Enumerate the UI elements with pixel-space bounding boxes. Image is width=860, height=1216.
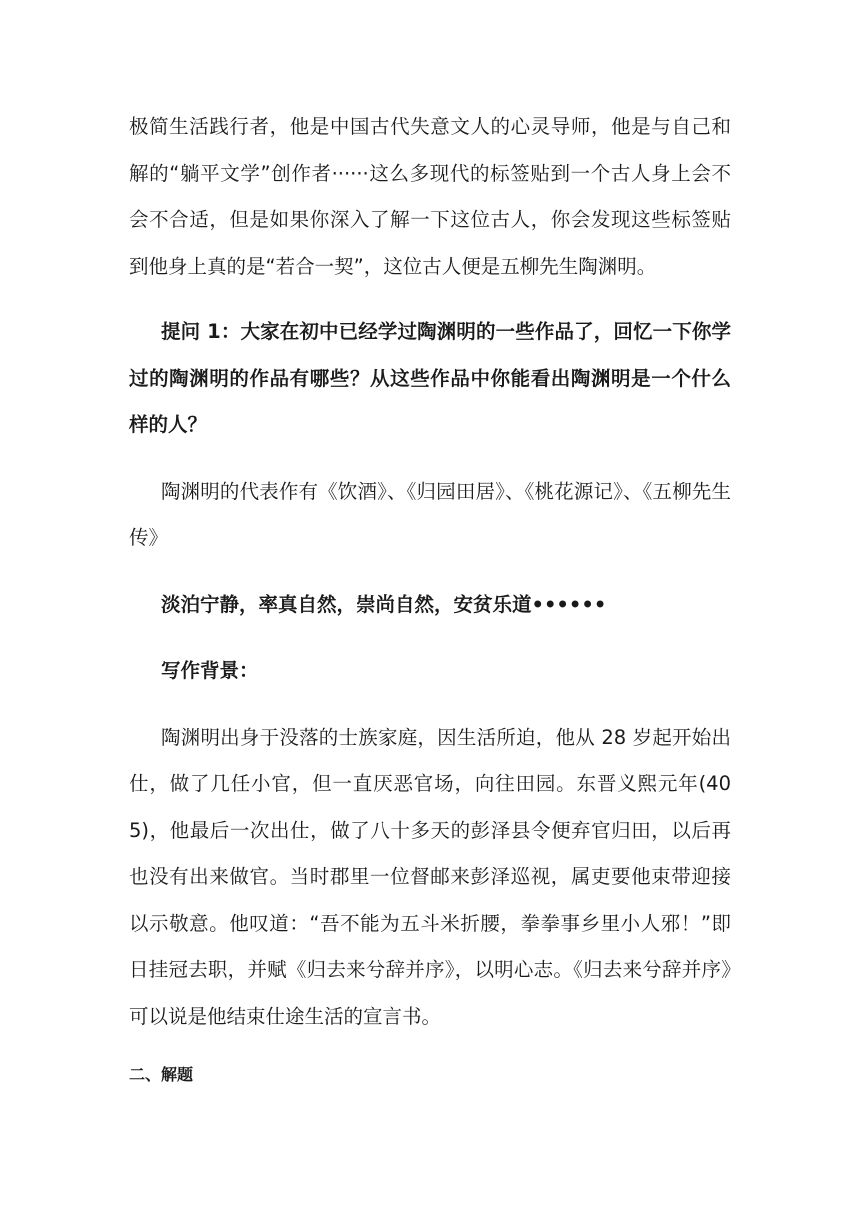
works-answer: 陶渊明的代表作有《饮酒》、《归园田居》、《桃花源记》、《五柳先生传》 [129, 479, 731, 549]
background-heading: 写作背景： [161, 659, 259, 682]
section-heading: 二、解题 [129, 1065, 194, 1084]
question-1: 提问 1：大家在初中已经学过陶渊明的一些作品了，回忆一下你学过的陶渊明的作品有哪些？从这些作品中你能看出陶渊明是一个什么样的人？ [129, 320, 731, 436]
intro-paragraph: 极简生活践行者，他是中国古代失意文人的心灵导师，他是与自己和解的“躺平文学”创作者······这么多现代的标签贴到一个古人身上会不会不合适，但是如果你深入了解一下这位古人，你会发现这些标签贴到他身上真的是“若合一契”，这位古人便是五柳先生陶渊明。 [129, 115, 731, 278]
background-text: 陶渊明出身于没落的士族家庭，因生活所迫，他从 28 岁起开始出仕，做了几任小官，但一直厌恶官场，向往田园。东晋义熙元年(405)，他最后一次出仕，做了八十多天的彭泽县令便弃官归田，以后再也没有出来做官。当时郡里一位督邮来彭泽巡视，属吏要他束带迎接以示敬意。他叹道：“吾不能为五斗米折腰，拳拳事乡里小人邪！”即日挂冠去职，并赋《归去来兮辞并序》，以明心志。《归去来兮辞并序》可以说是他结束仕途生活的宣言书。 [129, 725, 731, 1028]
traits-answer: 淡泊宁静，率真自然，崇尚自然，安贫乐道•••••• [161, 592, 607, 616]
document-page [129, 104, 731, 1106]
